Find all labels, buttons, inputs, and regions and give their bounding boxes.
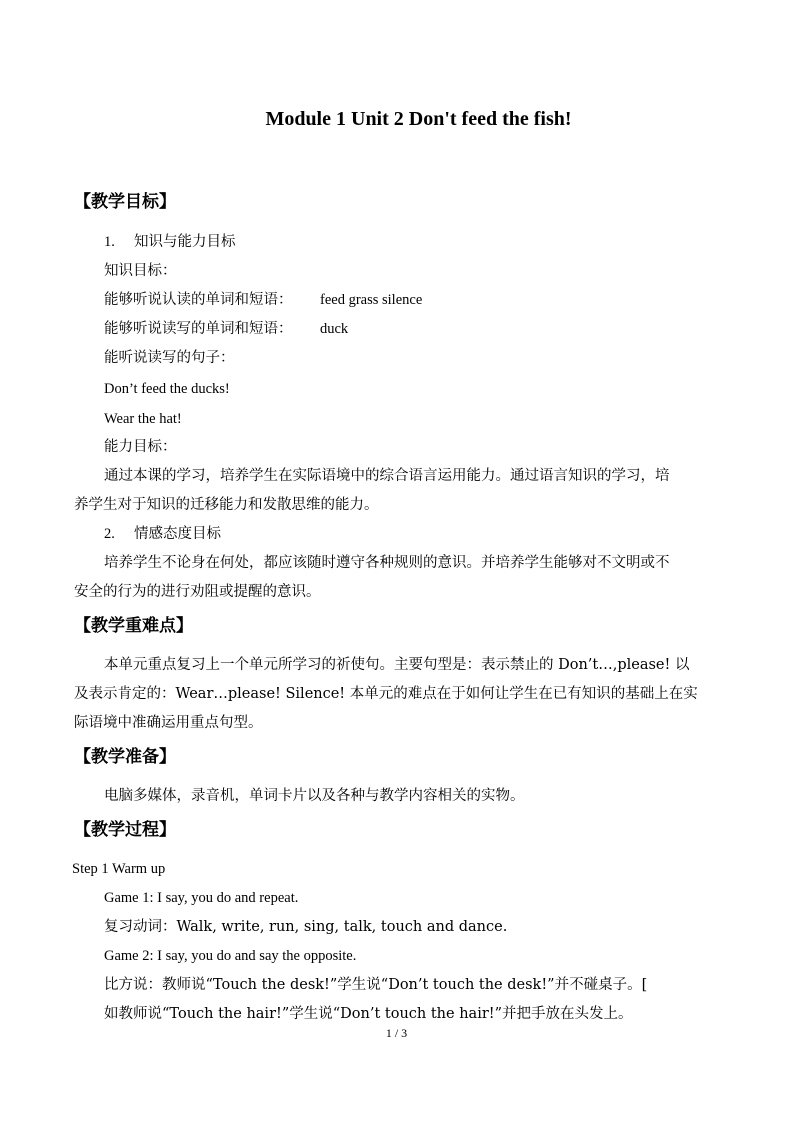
preparation-text: 电脑多媒体，录音机，单词卡片以及各种与教学内容相关的实物。 — [104, 788, 525, 804]
review-verbs: 复习动词：Walk, write, run, sing, talk, touch and dance. — [104, 919, 508, 935]
sentences-label: 能听说读写的句子： — [104, 350, 235, 366]
item2-label: 情感态度目标 — [134, 526, 221, 542]
ability-label: 能力目标： — [104, 439, 177, 455]
document-title: Module 1 Unit 2 Don't feed the fish! — [265, 108, 572, 130]
heading-objectives: 【教学目标】 — [74, 192, 176, 212]
key-points-line-2: 及表示肯定的：Wear…please! Silence! 本单元的难点在于如何让学生在已有知识的基础上在实 — [74, 686, 698, 702]
item1-label: 知识与能力目标 — [134, 234, 236, 250]
key-points-line-1: 本单元重点复习上一个单元所学习的祈使句。主要句型是：表示禁止的 Don’t…,please! 以 — [104, 657, 690, 673]
page-indicator: 1 / 3 — [385, 1026, 408, 1040]
item2-number: 2. — [104, 526, 115, 542]
key-points-line-3: 际语境中准确运用重点句型。 — [74, 715, 263, 731]
step-1-warm-up: Step 1 Warm up — [72, 861, 166, 877]
attitude-text-line-2: 安全的行为的进行劝阻或提醒的意识。 — [74, 584, 321, 600]
ability-text-line-1: 通过本课的学习，培养学生在实际语境中的综合语言运用能力。通过语言知识的学习，培 — [104, 468, 670, 484]
listen-read-label: 能够听说认读的单词和短语： — [104, 292, 293, 308]
sentence-1: Don’t feed the ducks! — [104, 381, 230, 397]
listen-write-label: 能够听说读写的单词和短语： — [104, 321, 293, 337]
ability-text-line-2: 养学生对于知识的迁移能力和发散思维的能力。 — [74, 497, 379, 513]
heading-key-points: 【教学重难点】 — [74, 616, 193, 636]
example-1: 比方说：教师说“Touch the desk!”学生说“Don’t touch the desk!”并不碰桌子。[ — [104, 977, 648, 993]
knowledge-label: 知识目标： — [104, 263, 177, 279]
game-2: Game 2: I say, you do and say the opposite. — [104, 948, 357, 964]
example-2: 如教师说“Touch the hair!”学生说“Don’t touch the hair!”并把手放在头发上。 — [104, 1006, 633, 1022]
heading-preparation: 【教学准备】 — [74, 747, 176, 767]
item1-number: 1. — [104, 234, 115, 250]
listen-read-words: feed grass silence — [320, 292, 423, 308]
attitude-text-line-1: 培养学生不论身在何处，都应该随时遵守各种规则的意识。并培养学生能够对不文明或不 — [104, 555, 670, 571]
sentence-2: Wear the hat! — [104, 411, 182, 427]
game-1: Game 1: I say, you do and repeat. — [104, 890, 299, 906]
heading-process: 【教学过程】 — [74, 820, 176, 840]
listen-write-words: duck — [320, 321, 349, 337]
